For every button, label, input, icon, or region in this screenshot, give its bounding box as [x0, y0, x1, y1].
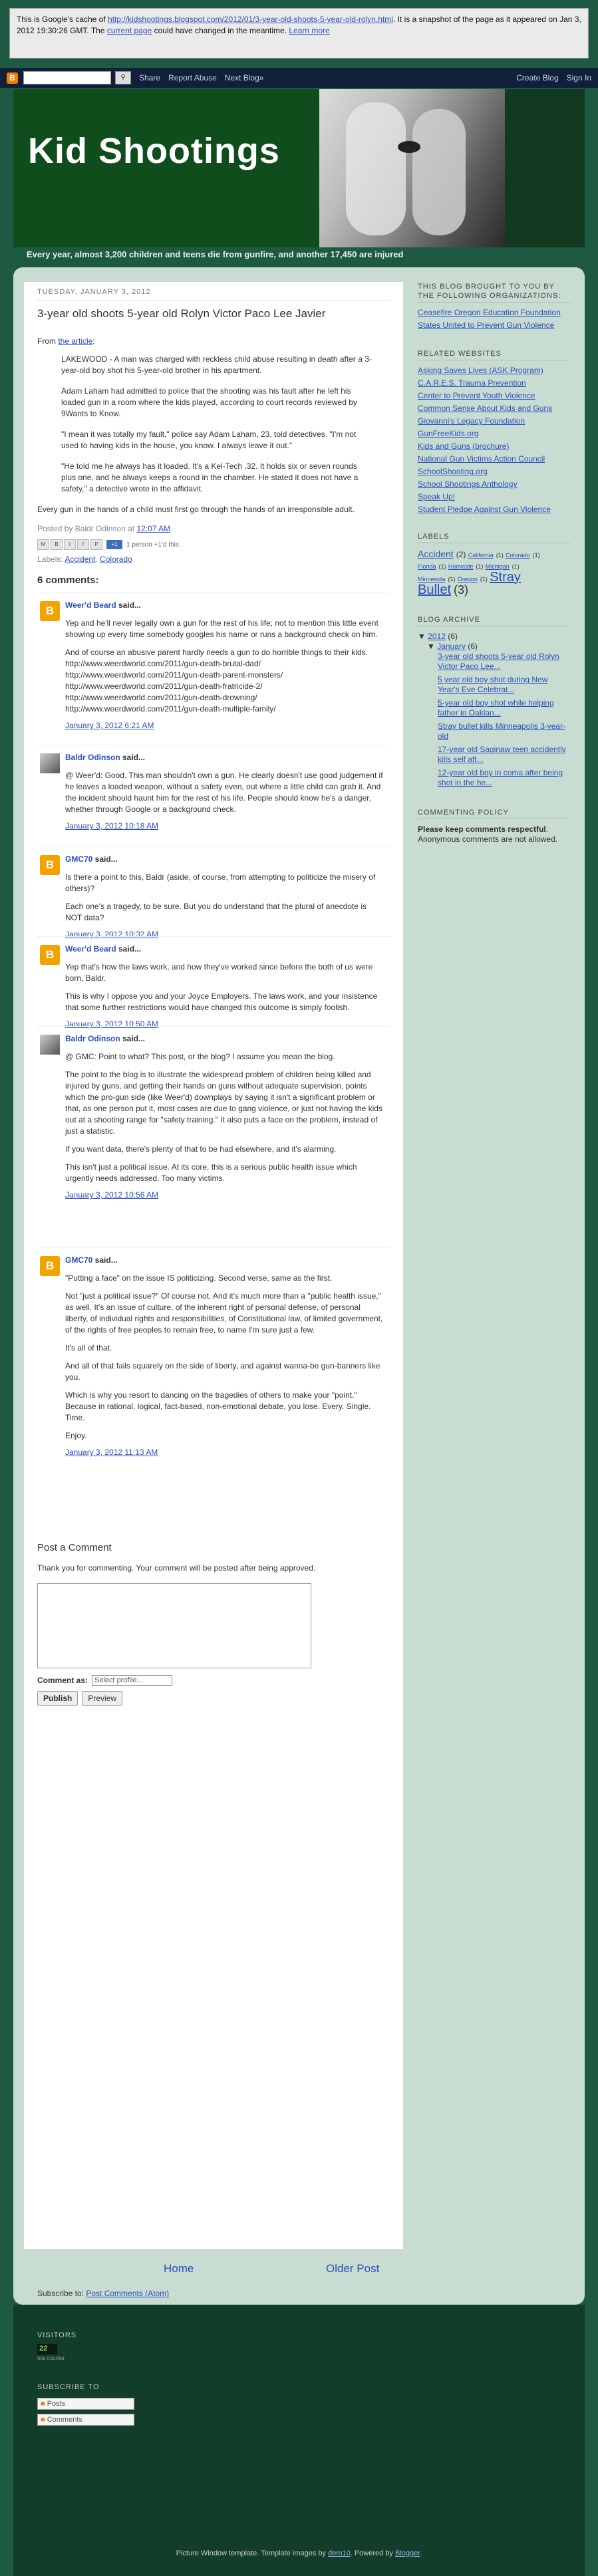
labels-separator: ,: [95, 555, 100, 564]
label-name: Florida: [418, 563, 436, 570]
related-link[interactable]: Common Sense About Kids and Guns: [418, 404, 553, 413]
comment-date-link[interactable]: January 3, 2012 6:21 AM: [65, 721, 154, 730]
comment-paragraph: @ Weer'd: Good. This man shouldn't own a gun. He clearly doesn't use good judgement if he leaves a loaded weapon, without a safety even, out where a little child can grab it. And the incident should haunt him for the rest of his life. People should know he's a danger, whether through Google or a background check.: [65, 771, 383, 814]
feed-label: Posts: [47, 2400, 66, 2408]
archive-year-link[interactable]: 2012: [428, 632, 446, 641]
comment-said: said...: [92, 1255, 118, 1265]
related-heading: RELATED WEBSITES: [418, 349, 571, 360]
label-name: Michigan: [485, 563, 510, 570]
comment-body: [65, 600, 384, 731]
comments-heading: 6 comments:: [37, 575, 99, 586]
credit-prefix: Picture Window template. Template images by: [176, 2549, 329, 2557]
comment-author-link[interactable]: GMC70: [65, 1255, 93, 1265]
post-closing-text: Every gun in the hands of a child must first go through the hands of an irresponsible adult.: [37, 505, 355, 514]
archive-post-link[interactable]: Stray bullet kills Minneapolis 3-year-old: [438, 721, 566, 741]
navbar-share-link[interactable]: Share: [139, 73, 161, 82]
label-link-colorado[interactable]: Colorado: [100, 555, 132, 564]
related-link[interactable]: Giovanni's Legacy Foundation: [418, 416, 525, 426]
archive-month-row: [427, 642, 571, 652]
label-name: California: [468, 552, 494, 559]
comment-date-link[interactable]: January 3, 2012 10:32 AM: [65, 930, 159, 939]
comment-author-link[interactable]: Baldr Odinson: [65, 1034, 120, 1043]
navbar-search-button[interactable]: ⚲: [115, 71, 131, 84]
related-link[interactable]: C.A.R.E.S. Trauma Prevention: [418, 378, 526, 388]
comment-textarea[interactable]: [37, 1583, 311, 1668]
pinterest-share-icon[interactable]: P: [90, 539, 102, 550]
policy-rest: . Anonymous comments are not allowed.: [418, 825, 558, 844]
archive-post-link[interactable]: 12-year old boy in coma after being shot in the he...: [438, 768, 563, 787]
comment-body: [65, 1033, 384, 1201]
related-link[interactable]: School Shootings Anthology: [418, 479, 518, 489]
related-link[interactable]: Asking Saves Lives (ASK Program): [418, 366, 543, 375]
facebook-share-icon[interactable]: f: [77, 539, 89, 550]
label-count: (3): [454, 583, 469, 596]
quote-paragraph: Adam Laham had admitted to police that the shooting was his fault after he left his loaded gun in a room where the kids played, according to court records reviewed by 9Wants to Know.: [61, 386, 357, 418]
comment-said: said...: [92, 854, 118, 864]
subscribe-widget: [37, 2383, 134, 2426]
comments-feed-dropdown[interactable]: [37, 2414, 134, 2426]
header-photo: [319, 89, 505, 247]
comment-paragraph: It's all of that.: [65, 1343, 112, 1352]
comment-buttons: [37, 1691, 390, 1706]
blogger-logo-icon[interactable]: B: [7, 72, 18, 84]
comment-body: [65, 944, 384, 1030]
comment-author-line: [65, 752, 384, 763]
header-photo-hand-left: [346, 102, 406, 235]
preview-button[interactable]: Preview: [82, 1691, 122, 1706]
archive-month-count: (6): [468, 642, 478, 651]
label-count: (1): [448, 576, 456, 582]
archive-heading: BLOG ARCHIVE: [418, 615, 571, 626]
labels-cloud: [418, 549, 571, 596]
feed-label: Comments: [47, 2416, 82, 2424]
label-name: Stray Bullet: [418, 570, 521, 597]
credit-mid: . Powered by: [350, 2549, 395, 2557]
credit-suffix: .: [420, 2549, 422, 2557]
policy-text: [418, 825, 571, 844]
comment-author-link[interactable]: Weer'd Beard: [65, 600, 116, 610]
cache-mid: . It is a snapshot of the page as it appeared on Jan 3, 2012 19:30:26 GMT. The: [17, 15, 581, 35]
feed-icon: ■: [41, 2416, 47, 2424]
subscribe-prefix: Subscribe to:: [37, 2289, 86, 2298]
comment-paragraph: @ GMC: Point to what? This post, or the blog? I assume you mean the blog.: [65, 1052, 335, 1061]
orgs-heading: THIS BLOG BROUGHT TO YOU BY THE FOLLOWING ORGANIZATIONS:: [418, 282, 571, 303]
counter-note: hits counter: [37, 2355, 65, 2361]
cache-notice: [9, 8, 589, 59]
comment-paragraph: Yep that's how the laws work, and how they've worked since before the both of us were born, Baldr.: [65, 962, 373, 983]
archive-post-link[interactable]: 5-year old boy shot while helping father in Oaklan...: [438, 698, 554, 717]
label-name: Accident: [418, 549, 454, 559]
blog-tagline: Every year, almost 3,200 children and teens die from gunfire, and another 17,450 are injured: [27, 249, 404, 259]
comment-author-line: [65, 600, 384, 611]
label-name: Homicide: [448, 563, 474, 570]
comment-paragraph: This is why I oppose you and your Joyce Employers. The laws work, and your insistence that some further restrictions would have changed this outcome is simply foolish.: [65, 991, 378, 1012]
comment-paragraph: Which is why you resort to dancing on the tragedies of others to make your "point." Because in rational, logical, fact-based, non-emotional debate, you lose. Every. Single. Time.: [65, 1390, 371, 1422]
labels-prefix: Labels:: [37, 555, 65, 564]
org-link[interactable]: States United to Prevent Gun Violence: [418, 321, 555, 330]
navbar-create-blog-link[interactable]: Create Blog: [516, 73, 559, 82]
post-quote: [61, 354, 374, 495]
footer: [13, 2305, 585, 2576]
label-link-accident[interactable]: Accident: [65, 555, 96, 564]
cache-url-link[interactable]: http://kidshootings.blogspot.com/2012/01/3-year-old-shoots-5-year-old-rolyn.html: [108, 15, 393, 24]
expand-arrow-icon[interactable]: ▼: [418, 632, 428, 641]
blogthis-share-icon[interactable]: B: [51, 539, 63, 550]
comment-paragraph: If you want data, there's plenty of that to be had elsewhere, and it's alarming.: [65, 1144, 337, 1154]
blog-archive: [418, 632, 571, 788]
share-bar: [37, 539, 390, 551]
comment: [37, 745, 390, 846]
comment-author-line: [65, 1033, 384, 1045]
from-suffix: :: [92, 336, 95, 346]
cache-mid2: could have changed in the meantime.: [152, 26, 289, 35]
labels-heading: LABELS: [418, 532, 571, 543]
related-link[interactable]: Student Pledge Against Gun Violence: [418, 505, 551, 514]
blog-header: [13, 89, 585, 247]
comment-said: said...: [120, 1034, 146, 1043]
blogger-avatar-icon[interactable]: B: [40, 601, 60, 621]
post-comment-note: Thank you for commenting. Your comment will be posted after being approved.: [37, 1563, 316, 1573]
comment-body: [65, 854, 384, 940]
comment-body: [65, 1255, 384, 1458]
label-name: Colorado: [506, 552, 530, 559]
label-count: (1): [476, 563, 484, 570]
expand-arrow-icon[interactable]: ▼: [427, 642, 438, 651]
label-count: (1): [496, 552, 504, 559]
post-source-line: [37, 336, 390, 346]
comment-said: said...: [116, 600, 142, 610]
from-prefix: From: [37, 336, 59, 346]
policy-heading: COMMENTING POLICY: [418, 808, 571, 819]
visitor-counter[interactable]: 22: [37, 2344, 57, 2355]
twitter-share-icon[interactable]: t: [64, 539, 76, 550]
label-count: (1): [480, 576, 488, 582]
learn-more-link[interactable]: Learn more: [289, 26, 330, 35]
google-plus-one-button[interactable]: +1: [106, 540, 122, 549]
archive-post-link[interactable]: 17-year old Saginaw teen accidently kills self aft...: [438, 745, 566, 764]
related-link[interactable]: SchoolShooting.org: [418, 467, 488, 476]
post-labels: [37, 555, 390, 564]
comment: [37, 846, 390, 939]
comment-body: [65, 752, 384, 832]
credit-dem10-link[interactable]: dem10: [328, 2549, 351, 2557]
select-profile-dropdown[interactable]: Select profile...: [92, 1675, 172, 1686]
label-cloud-link[interactable]: [506, 552, 530, 559]
comment-author-link[interactable]: Weer'd Beard: [65, 944, 116, 954]
subscribe-heading: SUBSCRIBE TO: [37, 2383, 100, 2391]
user-avatar[interactable]: [40, 1035, 60, 1055]
label-cloud-link[interactable]: [418, 563, 436, 570]
label-cloud-link[interactable]: [468, 552, 494, 559]
email-share-icon[interactable]: M: [37, 539, 49, 550]
comment-paragraph: The point to the blog is to illustrate the widespread problem of children being killed and injured by guns, and getting their hands on guns without adequate supervision, points which the pro-gun side (like Weer'd) downplays by saying it isn't a significant problem or that, as one person put it, most cases are due to gang violence, or just not having the kids out at a shooting range for "safety training." It also puts a face on the problem, instead of just a statistic.: [65, 1070, 382, 1136]
footer-credit: [13, 2549, 585, 2557]
blogger-avatar-icon[interactable]: B: [40, 855, 60, 875]
blogger-avatar-icon[interactable]: B: [40, 1256, 60, 1276]
archive-year-count: (6): [448, 632, 458, 641]
label-cloud-link[interactable]: [418, 570, 521, 597]
label-count: (1): [512, 563, 520, 570]
visitors-widget: [37, 2331, 76, 2361]
comment-as-row: [37, 1675, 390, 1686]
comment-paragraph: And all of that fails squarely on the side of liberty, and against wanna-be gun-banners like you.: [65, 1361, 380, 1382]
comment-said: said...: [120, 753, 146, 762]
label-count: (1): [532, 552, 540, 559]
cache-prefix: This is Google's cache of: [17, 15, 108, 24]
comment-paragraph: Is there a point to this, Baldr (aside, of course, from attempting to politicize the misery of others)?: [65, 872, 376, 893]
archive-post-link[interactable]: 3-year old shoots 5-year old Rolyn Victor Paco Lee...: [438, 652, 559, 671]
subscribe-line: [37, 2289, 169, 2298]
related-link[interactable]: Speak Up!: [418, 492, 456, 501]
header-photo-eye: [398, 141, 420, 153]
quote-paragraph: "I mean it was totally my fault," police say Adam Laham, 23, told detectives. "I'm not used to having kids in the house, you know. I always leave it out.": [61, 430, 357, 450]
related-list: [418, 366, 571, 515]
posted-by: Posted by Baldr Odinson at: [37, 524, 137, 533]
comment-author-line: [65, 1255, 384, 1266]
main-column: [24, 282, 403, 2249]
related-link[interactable]: National Gun Victims Action Council: [418, 454, 545, 463]
navbar-sign-in-link[interactable]: Sign In: [566, 73, 591, 82]
related-link[interactable]: Center to Prevent Youth Violence: [418, 391, 535, 400]
older-post-link[interactable]: Older Post: [326, 2262, 380, 2275]
comment: [37, 1247, 390, 1515]
archive-month-link[interactable]: January: [437, 642, 466, 651]
feed-icon: ■: [41, 2400, 47, 2408]
comment-paragraph: Yep and he'll never legally own a gun for the rest of his life; not to mention this little event showing up every time somebody googles his name or runs a background check on him.: [65, 618, 378, 639]
post-comment-heading: Post a Comment: [37, 1542, 112, 1553]
label-cloud-link[interactable]: [448, 563, 474, 570]
comment-author-link[interactable]: Baldr Odinson: [65, 753, 120, 762]
label-name: Oregon: [457, 576, 478, 582]
comment-paragraph: "Putting a face" on the issue IS politicizing. Second verse, same as the first.: [65, 1273, 333, 1283]
org-link[interactable]: Ceasefire Oregon Education Foundation: [418, 308, 561, 317]
navbar-report-abuse-link[interactable]: Report Abuse: [168, 73, 217, 82]
comment-author-link[interactable]: GMC70: [65, 854, 93, 864]
comment: [37, 936, 390, 1029]
comment-date-link[interactable]: January 3, 2012 10:56 AM: [65, 1190, 159, 1200]
publish-button[interactable]: Publish: [37, 1691, 78, 1706]
visitors-heading: VISITORS: [37, 2331, 77, 2339]
home-link[interactable]: Home: [164, 2262, 194, 2275]
navbar-next-blog-link[interactable]: Next Blog»: [224, 73, 264, 82]
label-cloud-link[interactable]: [418, 576, 446, 582]
navbar-search-input[interactable]: [23, 71, 111, 84]
comment-date-link[interactable]: January 3, 2012 10:18 AM: [65, 821, 159, 831]
comment-paragraph: Each one's a tragedy, to be sure. But you do understand that the plural of anecdote is NOT data?: [65, 902, 367, 922]
navbar-right: [508, 73, 591, 82]
label-count: (2): [456, 550, 466, 559]
label-cloud-link[interactable]: [486, 563, 510, 570]
header-photo-hand-right: [412, 109, 466, 235]
related-link[interactable]: Kids and Guns (brochure): [418, 442, 510, 451]
comment-paragraph: This isn't just a political issue. At its core, this is a serious public health issue which urgently needs addressed. Too many victims.: [65, 1162, 357, 1183]
post-meta: [37, 523, 390, 535]
comment-said: said...: [116, 944, 142, 954]
label-count: (1): [438, 563, 446, 570]
plus-one-count: 1 person +1'd this: [126, 541, 179, 549]
comment-author-line: [65, 854, 384, 865]
comment-author-line: [65, 944, 384, 955]
comment-paragraph: Enjoy.: [65, 1431, 87, 1440]
quote-paragraph: "He told me he always has it loaded. It's a Kel-Tech .32. It holds six or seven rounds plus one, and he always keeps a round in the chamber. He stated it does not have a safety," a detective wrote in the affidavit.: [61, 461, 359, 493]
sidebar: [418, 282, 571, 844]
orgs-list: [418, 308, 571, 330]
current-page-link[interactable]: current page: [106, 26, 152, 35]
comment-date-link[interactable]: January 3, 2012 10:50 AM: [65, 1019, 159, 1029]
blogger-navbar: [0, 68, 598, 88]
credit-blogger-link[interactable]: Blogger: [395, 2549, 420, 2557]
comment: [37, 592, 390, 745]
related-link[interactable]: GunFreeKids.org: [418, 429, 479, 438]
quote-paragraph: LAKEWOOD - A man was charged with reckless child abuse resulting in death after a 3-year-old boy shot his 5-year-old brother in his apartment.: [61, 354, 372, 375]
article-link[interactable]: the article: [58, 336, 93, 346]
blogger-avatar-icon[interactable]: B: [40, 945, 60, 965]
label-name: Minnesota: [418, 576, 446, 582]
post-comments-atom-link[interactable]: Post Comments (Atom): [86, 2289, 170, 2298]
archive-post-list: [438, 652, 571, 788]
comment-paragraph: Not "just a political issue?" Of course not. And it's much more than a "public health issue," as well. It's an issue of culture, of the inherent right of personal defense, of personal liberty, of individual rights and responsibilities, of Constitutional law, of limited government, of the rights of free peoples to remain free, to name I'm sure just a few.: [65, 1291, 383, 1335]
comment-paragraph: And of course an abusive parent hardly needs a gun to do horrible things to their kids. http://www.weerdworld.com/2011/gun-death-brutal-dad/ http://www.weerdworld.com/2011/gun-death-parent-monsters/ http://www.weerdworld.com/2011/gun-death-fratricide-2/ http://www.weerdworld.com/2011/gun-death-drowning/ http://www.weerdworld.com/2011/gun-death-multiple-family/: [65, 648, 368, 713]
archive-post-link[interactable]: 5 year old boy shot during New Year's Eve Celebrat...: [438, 675, 548, 694]
comment-date-link[interactable]: January 3, 2012 11:13 AM: [65, 1448, 158, 1457]
comment: [37, 1026, 390, 1247]
post-title: 3-year old shoots 5-year old Rolyn Victor Paco Lee Javier: [37, 307, 326, 320]
blog-title[interactable]: Kid Shootings: [28, 131, 280, 171]
label-cloud-link[interactable]: [458, 576, 478, 582]
post-date: TUESDAY, JANUARY 3, 2012: [37, 288, 390, 301]
user-avatar[interactable]: [40, 753, 60, 773]
comment-as-label: Comment as:: [37, 1676, 88, 1685]
policy-bold: Please keep comments respectful: [418, 825, 546, 834]
label-cloud-link[interactable]: [418, 549, 454, 559]
archive-year-row: [418, 632, 571, 642]
posts-feed-dropdown[interactable]: [37, 2398, 134, 2410]
post-time-link[interactable]: 12:07 AM: [136, 524, 171, 533]
